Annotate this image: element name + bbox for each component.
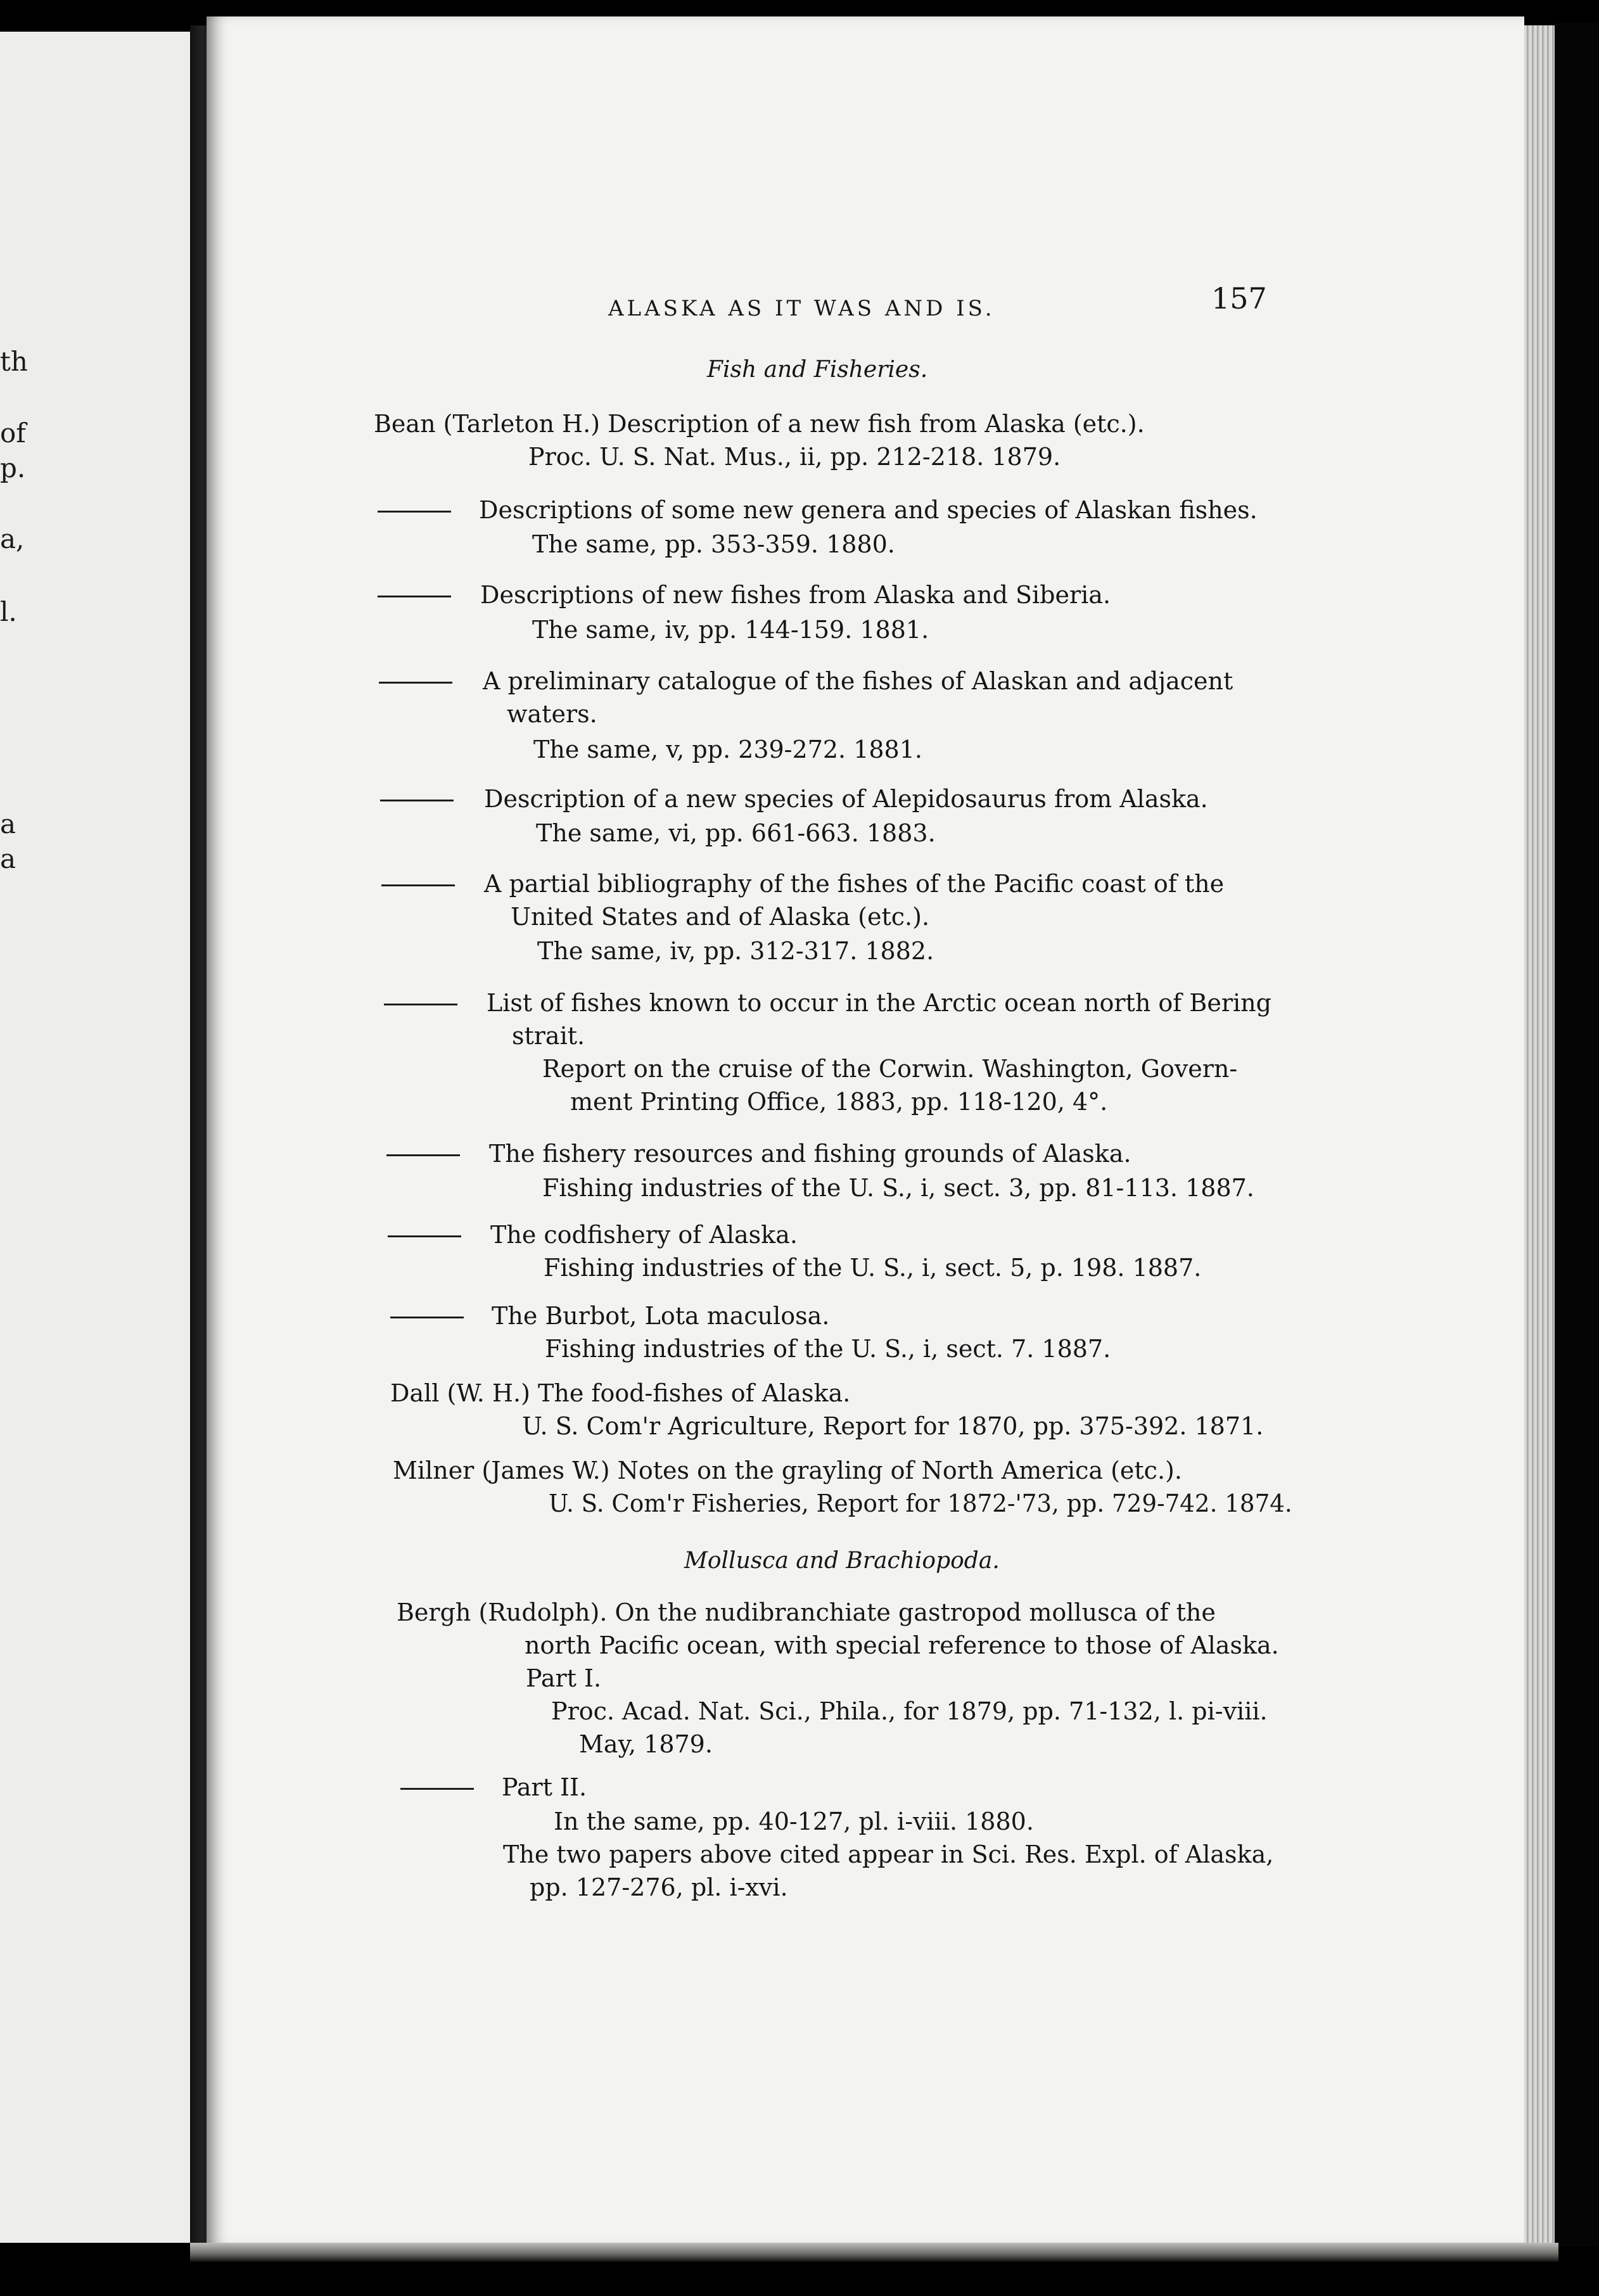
entry-line: U. S. Com'r Agriculture, Report for 1870, pp. 375-392. 1871. bbox=[522, 1412, 1264, 1440]
entry-line: waters. bbox=[507, 700, 597, 728]
left-page-fragment: of bbox=[0, 418, 26, 449]
left-page-fragment: p. bbox=[0, 452, 26, 483]
entry-line: strait. bbox=[512, 1022, 585, 1050]
entry-line: A partial bibliography of the fishes of the Pacific coast of the bbox=[484, 870, 1225, 898]
ditto-dash bbox=[388, 1235, 461, 1237]
entry-line: The Burbot, Lota maculosa. bbox=[492, 1302, 830, 1330]
entry-line: United States and of Alaska (etc.). bbox=[511, 903, 930, 931]
left-page-fragment: l. bbox=[0, 596, 17, 627]
entry-line: Bean (Tarleton H.) Description of a new fish from Alaska (etc.). bbox=[374, 410, 1145, 438]
entry-line: Fishing industries of the U. S., i, sect. 5, p. 198. 1887. bbox=[544, 1254, 1202, 1282]
ditto-dash bbox=[381, 884, 455, 886]
section-heading: Mollusca and Brachiopoda. bbox=[684, 1548, 1000, 1574]
left-page-fragment: a bbox=[0, 808, 16, 839]
entry-line: north Pacific ocean, with special reference to those of Alaska. bbox=[525, 1631, 1279, 1659]
entry-line: The same, v, pp. 239-272. 1881. bbox=[533, 736, 922, 763]
page-number: 157 bbox=[1211, 281, 1267, 316]
entry-line: List of fishes known to occur in the Arctic ocean north of Bering bbox=[487, 989, 1271, 1017]
entry-line: In the same, pp. 40-127, pl. i-viii. 1880. bbox=[554, 1808, 1034, 1835]
entry-line: The two papers above cited appear in Sci. Res. Expl. of Alaska, bbox=[503, 1840, 1274, 1868]
entry-line: Dall (W. H.) The food-fishes of Alaska. bbox=[390, 1379, 851, 1407]
ditto-dash bbox=[378, 511, 451, 513]
left-page-fragment: a, bbox=[0, 523, 25, 554]
ditto-dash bbox=[380, 800, 454, 801]
entry-line: Part I. bbox=[526, 1664, 602, 1692]
entry-line: Report on the cruise of the Corwin. Washington, Govern- bbox=[542, 1055, 1238, 1083]
entry-line: The codfishery of Alaska. bbox=[490, 1221, 798, 1249]
page-bottom-edge bbox=[190, 2243, 1558, 2262]
page-edge-stack bbox=[1524, 25, 1555, 2243]
entry-line: The same, vi, pp. 661-663. 1883. bbox=[536, 819, 936, 847]
entry-line: Bergh (Rudolph). On the nudibranchiate gastropod mollusca of the bbox=[397, 1598, 1216, 1626]
ditto-dash bbox=[386, 1154, 460, 1156]
entry-line: ment Printing Office, 1883, pp. 118-120, 4°. bbox=[570, 1088, 1108, 1116]
entry-line: Milner (James W.) Notes on the grayling of North America (etc.). bbox=[393, 1457, 1182, 1484]
entry-line: The same, iv, pp. 312-317. 1882. bbox=[537, 937, 934, 965]
left-page-fragment: a bbox=[0, 843, 16, 874]
entry-line: A preliminary catalogue of the fishes of Alaskan and adjacent bbox=[483, 667, 1233, 695]
entry-line: Descriptions of some new genera and species of Alaskan fishes. bbox=[479, 496, 1258, 524]
page-edge-shadow bbox=[1555, 23, 1599, 2247]
entry-line: pp. 127-276, pl. i-xvi. bbox=[530, 1873, 788, 1901]
entry-line: Descriptions of new fishes from Alaska and Siberia. bbox=[480, 581, 1111, 609]
ditto-dash bbox=[400, 1788, 474, 1790]
entry-line: Fishing industries of the U. S., i, sect. 7. 1887. bbox=[545, 1335, 1111, 1363]
ditto-dash bbox=[378, 596, 451, 597]
main-page bbox=[207, 16, 1524, 2247]
running-header-title: ALASKA AS IT WAS AND IS. bbox=[608, 296, 995, 321]
left-page-fragment: th bbox=[0, 346, 28, 377]
ditto-dash bbox=[390, 1317, 464, 1318]
entry-line: Proc. Acad. Nat. Sci., Phila., for 1879, pp. 71-132, l. pi-viii. bbox=[551, 1697, 1268, 1725]
section-heading: Fish and Fisheries. bbox=[707, 357, 928, 383]
entry-line: Part II. bbox=[502, 1773, 587, 1801]
entry-line: The same, pp. 353-359. 1880. bbox=[532, 530, 895, 558]
ditto-dash bbox=[379, 682, 452, 684]
entry-line: Proc. U. S. Nat. Mus., ii, pp. 212-218. 1879. bbox=[528, 443, 1061, 471]
ditto-dash bbox=[384, 1004, 457, 1005]
entry-line: The fishery resources and fishing grounds of Alaska. bbox=[489, 1140, 1131, 1168]
entry-line: May, 1879. bbox=[579, 1730, 713, 1758]
entry-line: Fishing industries of the U. S., i, sect. 3, pp. 81-113. 1887. bbox=[542, 1174, 1254, 1202]
entry-line: Description of a new species of Alepidosaurus from Alaska. bbox=[484, 785, 1208, 813]
left-facing-page bbox=[0, 32, 194, 2243]
entry-line: U. S. Com'r Fisheries, Report for 1872-'73, pp. 729-742. 1874. bbox=[549, 1489, 1292, 1517]
entry-line: The same, iv, pp. 144-159. 1881. bbox=[532, 616, 929, 644]
